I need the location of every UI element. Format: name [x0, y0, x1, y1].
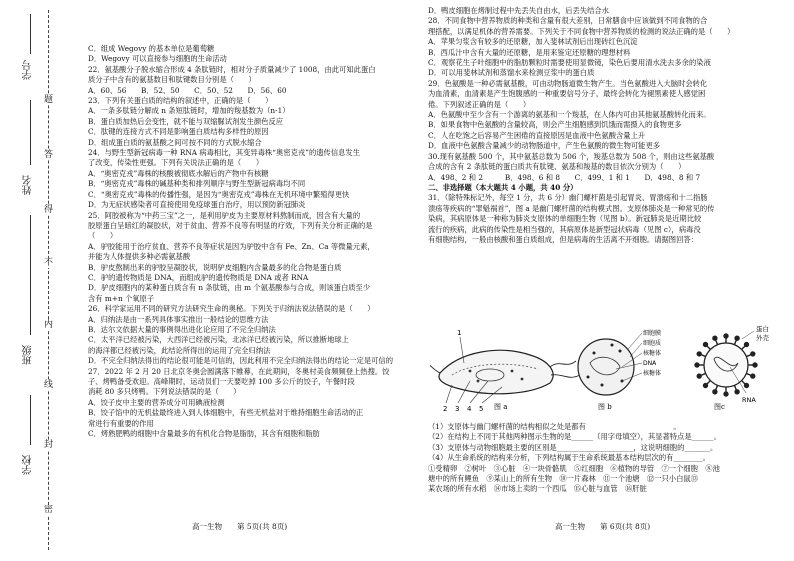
class-label: 班级 [23, 345, 34, 365]
text-line: C．驴的遗传物质是 DNA，而组成驴的遗传物质是 DNA 或者 RNA [88, 272, 309, 282]
text-line: A．一条多肽链分解成 n 条短肽链时，增加的羧基数为（n-1） [88, 106, 290, 116]
text-line: C．人在吃饱之后容易产生困倦的直接原因是血液中色氨酸含量上升 [428, 130, 646, 140]
page-footer-right: 高一生物 第 6页(共 8页) [555, 522, 651, 531]
figure-b-mycoplasma [578, 333, 642, 395]
text-line: （4）从生命系统的结构来分析，下列结构属于生命系统最基本结构层次的有________。 [428, 453, 710, 463]
school-label: 学校 [23, 455, 34, 475]
fig-c-label: 外壳 [756, 334, 769, 342]
text-line: D．鸭皮细胞在烤制过程中先丢失自由水，后丢失结合水 [428, 6, 609, 15]
spike-head [703, 342, 707, 346]
text-line: 倦。下列叙述正确的是（ ） [428, 99, 531, 109]
text-line: D．驴皮细胞内的某种蛋白质含有 n 条肽链，由 m 个氨基酸参与合成，则该蛋白质至少 [88, 283, 371, 293]
text-line: 塘中的所有鲤鱼 ⑨某山上的所有生物 ⑩一片森林 ⑪一个池塘 ⑫一只小白鼠⑬ [428, 474, 698, 484]
text-line: 23．下列有关蛋白质的结构的叙述中，正确的是（ ） [88, 96, 273, 106]
spike-head [713, 390, 717, 394]
text-line: 有细胞结构，一般由核酸和蛋白质组成，但是病毒的生活离不开细胞。请据图回答： [428, 234, 698, 244]
text-line: A．苹果匀浆含有较多的还原糖，加入斐林试剂后出现砖红色沉淀 [428, 37, 638, 47]
spike-head [713, 336, 717, 340]
text-line: B．饺子馅中的无机盐最终进入到人体细胞中，有些无机盐对于维持细胞生命活动的正 [88, 408, 364, 418]
figure-c-coronavirus [695, 331, 757, 396]
text-line: B．达尔文依据大量的事例得出进化论应用了不完全归纳法 [88, 324, 276, 334]
school-blank [30, 395, 31, 445]
text-line: 26．科学家运用不同的研究方法研究生命的奥秘。下列关于归纳法说法错误的是（ ） [88, 304, 375, 314]
text-line: C．烤熟肥鸭的细胞中含量最多的有机化合物是脂肪，其含有细胞和脂肪 [88, 429, 320, 439]
figure-a-helicobacter [430, 337, 580, 403]
text-line: 常进行有重要的作用 [88, 418, 154, 428]
text-line: A．“奥密克戎”毒株的核酸被彻底水解后的产物中有核糖 [88, 168, 269, 178]
text-line: 并能为人体提供多种必需氨基酸 [88, 252, 191, 262]
fig-a-num: 5 [479, 405, 484, 413]
seal-char: 线 [44, 380, 54, 390]
page-footer-left: 高一生物 第 5页(共 8页) [192, 522, 288, 531]
right-column [428, 6, 776, 245]
seal-char: 得 [44, 205, 54, 215]
spike-head [745, 342, 749, 346]
fig-b-label: 细胞膜 [643, 330, 662, 337]
spike-head [724, 392, 728, 396]
text-line: 31．（除特殊标记外，每空 1 分，共 6 分）幽门螺杆菌是引起胃炎、胃溃疡和十二指肠 [428, 193, 708, 203]
text-line: 30.现有氨基酸 500 个，其中氨基总数为 506 个，羧基总数为 508 个，则由这些氨基酸 [428, 151, 715, 161]
text-line: C．太平洋已经被污染，大西洋已经被污染，北冰洋已经被污染，所以推断地球上 [88, 335, 349, 345]
spike-head [695, 363, 699, 367]
text-line: D．为无症状感染者可直接使用免疫球蛋白治疗，用以预防新冠肺炎 [88, 200, 306, 210]
text-line: 25．阿胶被称为“中药三宝”之一，是利用驴皮为主要原材料熬制而成，因含有大量的 [88, 210, 361, 220]
text-line: （1）支原体与幽门螺杆菌的结构相似之处是都有 。 [428, 422, 681, 431]
text-line: B．蛋白质加热后会变性，就不能与双缩脲试剂发生颜色反应 [88, 116, 284, 126]
text-line: 子、烤鸭备受欢迎。高峰期时，运动员们一天要吃掉 100 多公斤的饺子，午餐时段 [88, 377, 355, 386]
spike-head [697, 352, 701, 356]
text-line: （3）支原体与动物细胞最主要的区别是_____________________，这说明细胞的_______。 [428, 442, 718, 452]
text-line: 29．色氨酸是一种必需氨基酸，可由动物肠道微生物产生。当色氨酸进入大脑时会转化 [428, 78, 708, 88]
text-line: （ ） [88, 231, 118, 241]
text-line: C．肽键的连接方式不同是影响蛋白质结构多样性的原因 [88, 127, 269, 137]
name-label: 姓名 [23, 175, 34, 195]
text-line: 22．氨基酸分子脱水缩合形成 4 条肽链时，相对分子质量减少了 1008，由此可知此蛋白 [88, 64, 376, 74]
seal-char: 题 [44, 95, 54, 105]
spike-head [753, 363, 757, 367]
fig-b-label: 核糖体 [643, 370, 662, 377]
text-line: 流行的疾病，此病的传染性是相当强的，其病原体是新型冠状病毒（见图 c），病毒没 [428, 224, 701, 234]
spike-head [751, 374, 755, 378]
fig-a-caption: 图 a [494, 403, 508, 411]
text-line: 27．2022 年 2 月 20 日北京冬奥会圆满落下帷幕，在此期间，冬奥村美食频频登上热搜。饺 [88, 366, 390, 376]
question-31-subparts [428, 422, 776, 495]
text-line: A．驴胶能用于治疗贫血、营养不良等症状是因为驴胶中含有 Fe、Zn、Ca 等微量元素， [88, 241, 375, 251]
seal-char: 封 [44, 440, 54, 450]
text-line: D．血液中色氨酸含量减少的动物肠道中，产生色氨酸的微生物可能更多 [428, 141, 661, 151]
fig-a-num: 4 [467, 405, 472, 413]
spike-head [735, 390, 739, 394]
fig-a-num: 3 [455, 405, 460, 413]
text-line: B．“奥密克戎”毒株的碱基种类和排列顺序与野生型新冠病毒均不同 [88, 179, 306, 189]
fig-b-label: 细胞质 [643, 340, 662, 347]
text-line: ①受精卵 ②树叶 ③心脏 ④一块骨骼肌 ⑤红细胞 ⑥植物的导管 ⑦一个细胞 ⑧池 [428, 463, 720, 473]
class-blank [30, 215, 31, 335]
text-line: 某农场的所有水稻 ⑭市场上卖的一个西瓜 ⑮心脏与血管 ⑯肝脏 [428, 484, 647, 494]
text-line: 含有 m+n 个氧原子 [88, 293, 155, 303]
binding-margin [0, 0, 52, 561]
text-line: A．60、56 B．52、50 C．50、52 D．56、60 [88, 85, 287, 95]
spike-head [745, 384, 749, 388]
text-line: 染病，其病原体是一种称为肺炎支原体的单细胞生物（见图 b）。新冠肺炎是近期比较 [428, 214, 702, 224]
fig-c-label: RNA [742, 396, 756, 404]
text-line: 的海洋都已经被污染，此结论所得出的运用了完全归纳法 [88, 345, 271, 355]
number-label: 学号 [23, 60, 34, 80]
text-line: D．Wegovy 可以直接参与细胞的生命活动 [88, 54, 227, 64]
number-blank [30, 14, 31, 54]
fig-b-label: 核糖体 [643, 350, 662, 357]
text-line: 合成的含有 2 条肽链的蛋白质共有肽键、氨基和羧基的数目依次分别为（ ） [428, 162, 686, 172]
text-line: C．组成 Wegovy 的基本单位是葡萄糖 [88, 44, 215, 53]
fig-b-label: DNA [643, 360, 657, 367]
spike-head [735, 336, 739, 340]
seal-char: 答 [44, 150, 54, 160]
seal-char: 不 [44, 258, 54, 268]
spike-head [724, 334, 728, 338]
spike-head [697, 374, 701, 378]
text-line: 24．与野生型新冠病毒一种 RNA 病毒相比，其变异毒株“奥密克戎”的遗传信息发生 [88, 148, 361, 158]
text-line: A．饺子皮中主要的营养成分可用碘液检测 [88, 397, 225, 407]
text-line: （2）在结构上不同于其他两种图示生物的是______（用字母填空），其显著特点是______。 [428, 432, 721, 442]
left-column [88, 44, 414, 439]
text-line: D．可以用斐林试剂和蒸馏水来检测豆浆中的蛋白质 [428, 68, 595, 78]
text-line: 二、非选择题（本大题共 4 小题，共 40 分） [428, 182, 578, 192]
seal-char: 密 [44, 505, 54, 515]
text-line: C．观察花生子叶细胞中的脂肪颗粒时需要使用显微镜，染色后要用清水洗去多余的染液 [428, 58, 711, 68]
text-line: 溃疡等疾病的“罪魁祸首”，图 a 是幽门螺杆菌的结构模式图。支原体肺炎是一种常见的传 [428, 203, 715, 213]
text-line: C．“奥密克戎”毒株的传播性强，是因为“奥密克戎”毒株在无机环境中繁殖得更快 [88, 189, 350, 199]
text-line: A．色氨酸中至少含有一个游离的氨基和一个羧基，在人体内可由其他氨基酸转化而来。 [428, 110, 711, 120]
seal-char: 内 [44, 320, 54, 330]
fig-b-caption: 图 b [598, 403, 612, 411]
name-blank [30, 100, 31, 165]
fig-c-label: 蛋白 [756, 325, 769, 333]
text-line: B．西瓜汁中含有大量的还原糖，是用来鉴定还原糖的理想材料 [428, 47, 631, 57]
fig-a-num: 1 [457, 329, 462, 337]
text-line: 28．不同食物中营养物质的种类和含量有很大差别，日常膳食中应该做到不同食物的合 [428, 16, 708, 26]
text-line: 胶原蛋白呈暗红的凝胶状，对于贫血、营养不良等有明显的疗效，下列有关分析正确的是 [88, 220, 373, 230]
seal-line [48, 10, 49, 550]
text-line: D．不完全归纳法得出的结论很可能是可信的，因此利用不完全归纳法得出的结论一定是可信的 [88, 356, 394, 366]
fig-c-caption: 图c [714, 403, 725, 411]
text-line: 理搭配，以满足机体的营养需要。下列关于不同食物中营养物质的检测的说法正确的是（ ） [428, 26, 735, 36]
text-line: B．驴皮熬制出来的驴胶呈凝胶状，说明驴皮细胞内含量最多的化合物是蛋白质 [88, 262, 342, 272]
text-line: 消耗 80 多只烤鸭。下列说法错误的是（ ） [88, 387, 241, 397]
spike-head [703, 384, 707, 388]
text-line: A．归纳法是由一系列具体事实推出一般结论的思维方法 [88, 314, 269, 324]
text-line: A．498、2 和 2 B．498、6 和 8 C．499、1 和 1 D．498、8 和 7 [428, 172, 701, 182]
figure-region [430, 323, 776, 415]
text-line: 了改变，传染性更强。下列有关说法正确的是（ ） [88, 158, 264, 168]
text-line: D．组成蛋白质的氨基酸之间可按不同的方式脱水缩合 [88, 137, 262, 147]
fig-a-num: 2 [443, 405, 448, 413]
text-line: 质分子中含有的氨基数目和肽键数目分别是（ ） [88, 75, 256, 85]
spike-head [751, 352, 755, 356]
text-line: 为血清素，血清素是产生饱腹感的一种重要信号分子，最终会转化为褪黑素使人感觉困 [428, 89, 706, 99]
bacteria-figure [430, 323, 776, 415]
text-line: B．如果食物中色氨酸的含量较高，则会产生细胞感到饥饿而需摄入的食物更多 [428, 120, 682, 130]
